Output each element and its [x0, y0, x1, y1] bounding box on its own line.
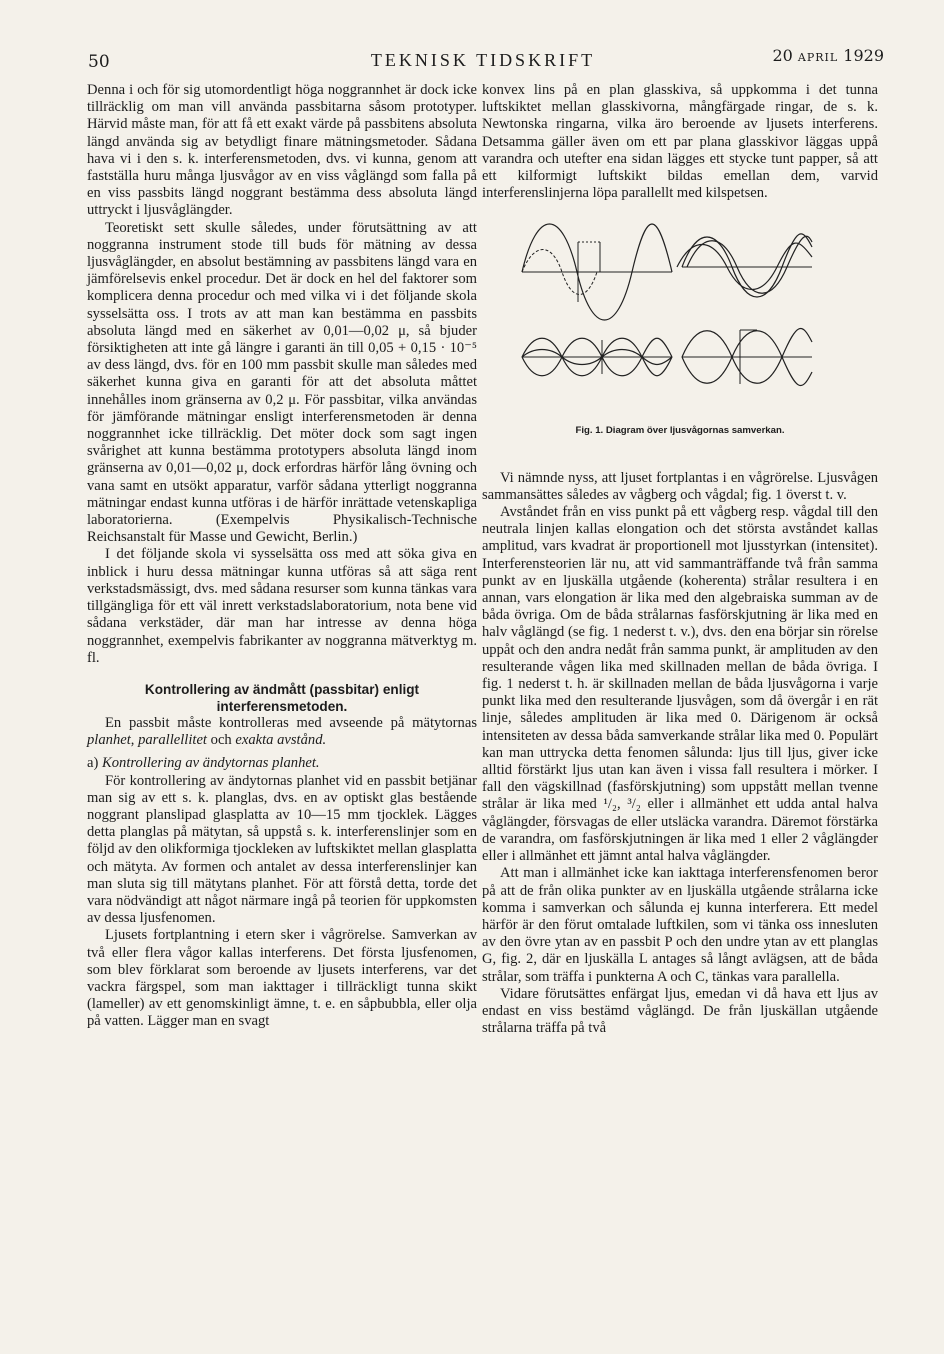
paragraph: Teoretiskt sett skulle således, under förutsättning av att noggranna instrument stode till buds för mätning av dessa ljusvåglängder, en absolut bestämning av passbitens längd vara en jämförelsevis enkel procedur. Det är dock en hel del faktorer som komplicera denna procedur och med vilka vi i det följande skola sysselsätta oss. I trots av att man kan bestämma en passbits absoluta längd med en säkerhet av 0,01—0,02 μ, så bjuder försiktigheten att inte gå längre i garanti än till 0,05 + 0,15 · 10⁻⁵ av dess längd, dvs. för en 100 mm passbit skulle man således med säkerhet kunna giva en garanti för att det absoluta måttet innehålles inom gränserna av 0,2 μ. För passbitar, vilka användas för jämförande mätningar ensligt interferensmetoden är denna noggrannhet icke tillräcklig. Det möter dock som sagt ingen svårighet att kunna bestämma prototypers absoluta längd inom gränserna av 0,01—0,02 μ, dock erfordras härför lång övning och vana samt en utsökt apparatur, varför sådana ytterligt noggranna mätningar endast kunna utföras i de härför inrättade vetenskapliga laboratorierna. (Exempelvis Physikalisch-Technische Reichsanstalt für Masse und Gewicht, Berlin.): [87, 219, 477, 546]
paragraph: I det följande skola vi sysselsätta oss med att söka giva en inblick i huru dessa mätningar kunna utföras så att säga rent verkstadsmässigt, dvs. med sådana resurser som kunna tänkas vara tillgängliga för ett väl inrett verkstadslaboratorium, nota bene vid sådana verkstäder, där man har intresse av denna höga noggrannhet, exempelvis fabrikanter av noggranna mätverktyg m. fl.: [87, 546, 477, 666]
issue-date: [772, 46, 884, 65]
paragraph: konvex lins på en plan glasskiva, så uppkomma i det tunna luftskiktet mellan glasskivorna, mångfärgade ringar, de s. k. Newtonska ringarna, vilka äro beroende av ljusets interferens. Detsamma gäller även om ett par plana glasskivor läggas uppå varandra och utefter ena sidan lägges ett stycke tunt papper, så att ett kilformigt luftskikt bildas emellan dem, varvid interferenslinjerna löpa parallellt med kilspetsen.: [482, 82, 878, 202]
paragraph: Att man i allmänhet icke kan iakttaga interferensfenomen beror på att de från olika punkter av en ljuskälla utgående strålarna icke komma i samverkan och sålunda ej kunna interferera. Ett medel härför är den förut omtalade luftkilen, som vi tänka oss innesluten av den övre ytan av en passbit P och den undre ytan av ett planglas G, fig. 2, där en ljuskälla L antages så långt avlägsen, att de båda strålar, som träffa i punkterna A och C, tänkas vara parallella.: [482, 865, 878, 985]
wave-diagram-svg: [482, 212, 878, 422]
text-run: ,: [130, 732, 139, 749]
emphasis-parallellitet: parallellitet: [138, 732, 207, 749]
figure-1-wave-diagram: [482, 212, 878, 422]
date-year: 1929: [843, 46, 884, 65]
text-run: En passbit måste kontrolleras med avseende på mätytornas: [105, 714, 477, 731]
emphasis-planhet: planhet: [87, 732, 131, 749]
paragraph: Vidare förutsättes enfärgat ljus, emedan vi då hava ett ljus av endast en viss bestämd våglängd. De från ljuskällan utgående strålarna träffa på två: [482, 985, 878, 1037]
paragraph: Vi nämnde nyss, att ljuset fortplantas i en vågrörelse. Ljusvågen sammansättes således av vågberg och vågdal; fig. 1 överst t. v.: [482, 469, 878, 503]
subheading-title: Kontrollering av ändytornas planhet.: [102, 755, 320, 772]
wave-a: [682, 234, 812, 297]
right-column: [482, 82, 878, 1037]
paragraph: Denna i och för sig utomordentligt höga noggrannhet är dock icke tillräcklig om man vill använda passbitarna såsom prototyper. Härvid måste man, för att få ett exakt värde på passbitens absoluta längd använda sig av betydligt finare mätningsmetoder. Sådana hava vi i den s. k. interferensmetoden, dvs. vi kunna, genom att fastställa huru många ljusvågor av en viss våglängd som falla på en viss passbits längd noggrant bestämma dess absoluta längd uttryckt i ljusvåglängder.: [87, 82, 477, 219]
subheading: [87, 755, 477, 772]
section-heading: Kontrollering av ändmått (passbitar) enligt interferensmetoden.: [144, 681, 420, 714]
emphasis-avstand: exakta avstånd.: [235, 732, 327, 749]
text-run: och: [207, 732, 236, 749]
paragraph: [87, 715, 477, 749]
figure-caption: Fig. 1. Diagram över ljusvågornas samverkan.: [575, 425, 785, 437]
date-day: 20: [772, 46, 793, 65]
bottom-left-waves: [522, 339, 672, 377]
subheading-label: a): [87, 755, 102, 772]
top-right-waves: [677, 234, 812, 297]
page-header: [82, 42, 884, 76]
top-left-wave: [522, 224, 672, 320]
date-month: APRIL: [797, 51, 839, 64]
paragraph: Avståndet från en viss punkt på ett vågberg resp. vågdal till den neutrala linjen kallas elongation och det största avståndet kallas amplitud, vars kvadrat är proportionell mot ljusstyrkan (intensitet). Interferensteorien lär nu, att vid sammanträffande två från samma punkt av en ljuskälla utgående (koherenta) strålar resultera i en annan, vars elongation är lika med den algebraiska summan av de båda övriga. Om de båda strålarnas fasförskjutning är lika med en halv våglängd (se fig. 1 nederst t. v.), dvs. den ena börjar sin rörelse uppåt och den andra nedåt från samma punkt, är amplituden av den resulterande vågen lika med skillnaden mellan de båda övriga. I fig. 1 nederst t. h. är skillnaden mellan de båda ljusvågorna i varje punkt lika med den resulterande ljusvågen, som då övergår i en rät linje, således amplituden är lika med 0. Därigenom är också intensiteten av dessa båda samverkande strålar lika med 0. Populärt kan man uttrycka detta fenomen sålunda: ljus till ljus, giver icke alltid förstärkt ljus utan kan även i vissa fall resultera i mörker. I fall den vägskillnad (fasförskjutning) som uppstått mellan tvenne strålar är lika med ¹/₂, ³/₂ eller i allmänhet ett udda antal halva våglängder, försvagas de eller utsläcka varandra. Däremot förstärka de varandra, om fasförskjutningen är lika med 1 eller 2 våglängder eller i allmänhet ett jämnt antal halva våglängder.: [482, 504, 878, 865]
wave-a: [682, 329, 812, 384]
paragraph: För kontrollering av ändytornas planhet vid en passbit betjänar man sig av ett s. k. planglas, dvs. en av optiskt glas bestående noggrant planslipad glasplatta av 10—15 mm tjocklek. Lägges detta planglas på mätytan, så uppstå s. k. interferenslinjer som en följd av den olikformiga tjockleken av luftskiktet mellan glasplatta och mätyta. Av formen och antalet av dessa interferenslinjer kan man sluta sig till mätytans planhet. För att förstå detta, torde det vara nödvändigt att något närmare ingå på teorien för uppkomsten av dessa ljusfenomen.: [87, 772, 477, 927]
page-number: 50: [88, 52, 110, 72]
bottom-right-waves: [682, 329, 812, 386]
journal-title: TEKNISK TIDSKRIFT: [370, 50, 596, 70]
wave-b: [682, 331, 812, 386]
left-column: [87, 82, 477, 1031]
paragraph: Ljusets fortplantning i etern sker i vågrörelse. Samverkan av två eller flera vågor kallas interferens. Det första ljusfenomen, som blev förklarat som beroende av ljusets interferens, var det vackra färgspel, som man iakttager i tillräckligt tunna skikt (lameller) av ett genomskinligt ämne, t. e. en såpbubbla, eller olja på vatten. Lägger man en svagt: [87, 927, 477, 1030]
